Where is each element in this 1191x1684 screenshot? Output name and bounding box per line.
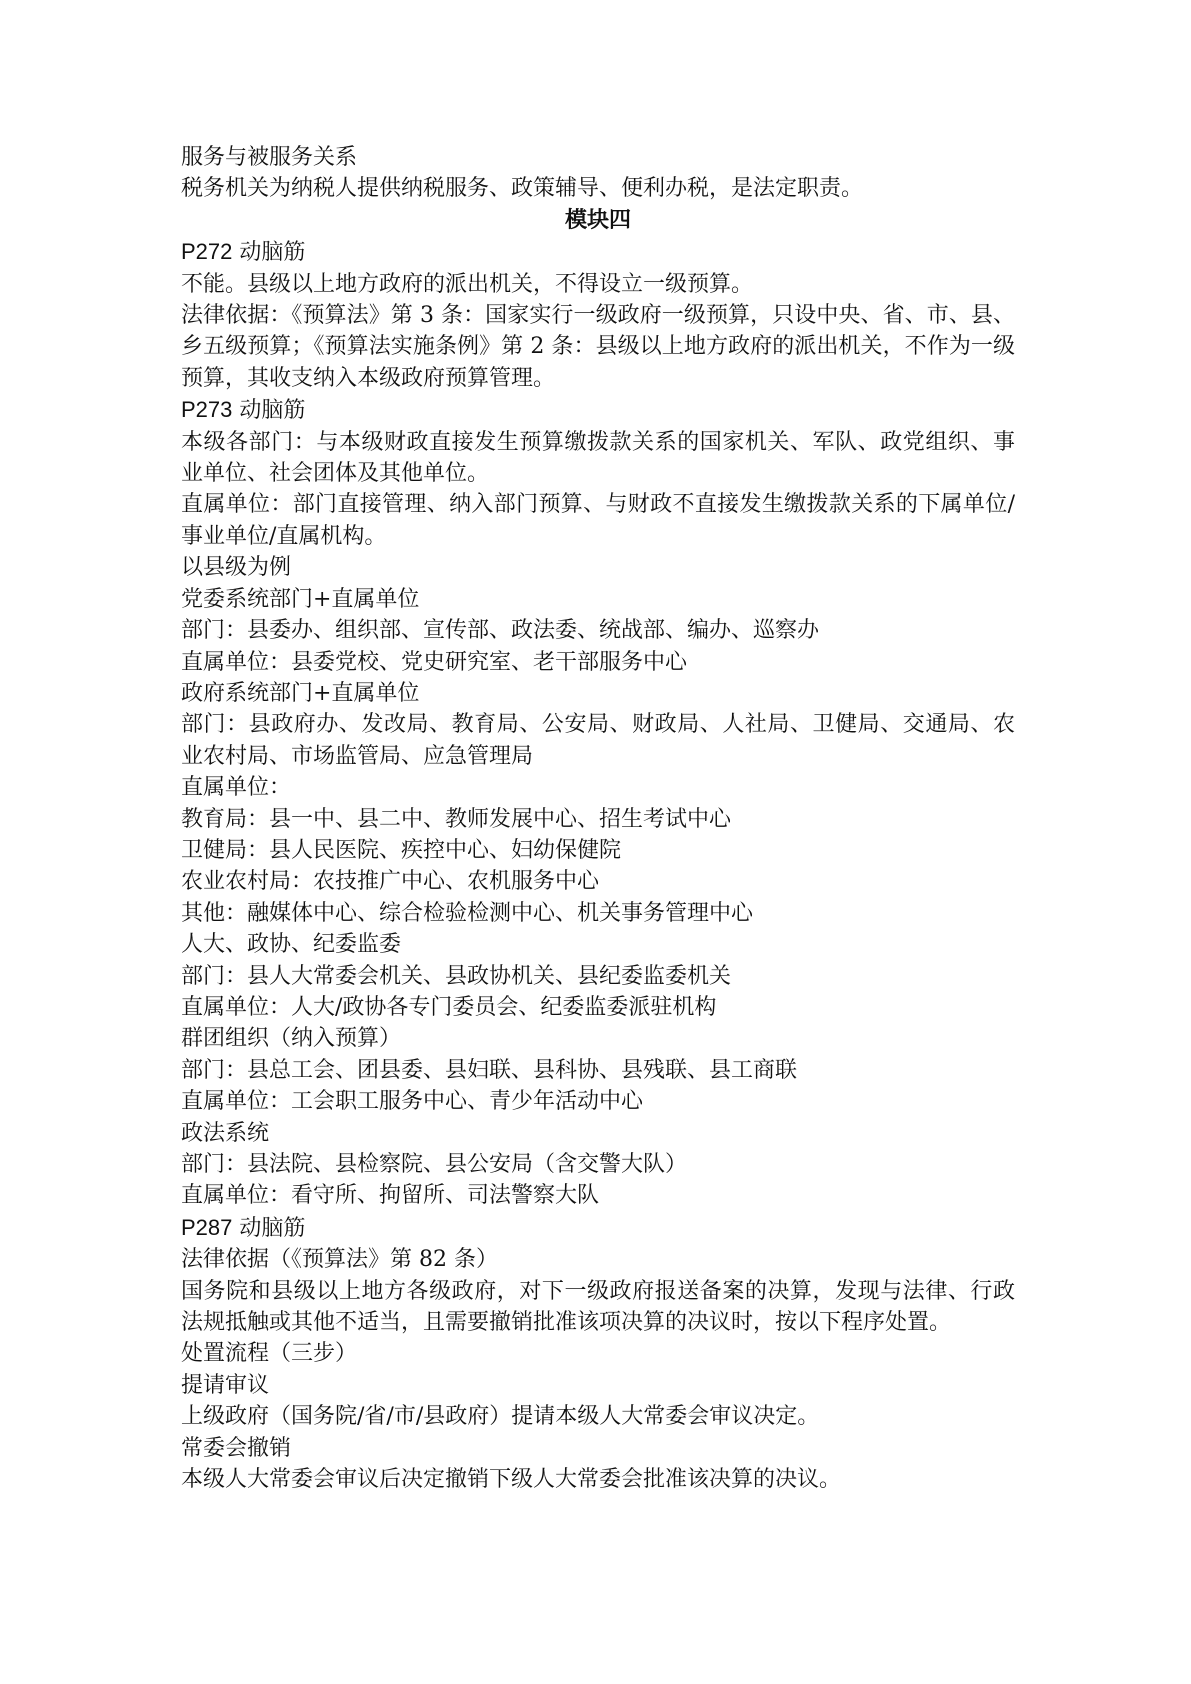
body-text: 部门：县委办、组织部、宣传部、政法委、统战部、编办、巡察办 <box>181 618 820 644</box>
section-suffix: 动脑筋 <box>232 1215 306 1241</box>
body-text: 部门：县人大常委会机关、县政协机关、县纪委监委机关 <box>181 963 732 989</box>
body-text: 不能。县级以上地方政府的派出机关，不得设立一级预算。 <box>181 271 754 297</box>
body-text: 部门：县总工会、团县委、县妇联、县科协、县残联、县工商联 <box>181 1057 798 1083</box>
body-paragraph: 部门：县政府办、发改局、教育局、公安局、财政局、人社局、卫健局、交通局、农业农村局、市场监管局、应急管理局 <box>181 712 1015 769</box>
body-text: 直属单位：看守所、拘留所、司法警察大队 <box>181 1183 600 1209</box>
page-ref: P273 <box>181 397 233 423</box>
body-text: 直属单位： <box>181 775 292 801</box>
body-text: 人大、政协、纪委监委 <box>181 932 402 958</box>
page-ref: P272 <box>181 239 233 265</box>
body-paragraph: 本级各部门：与本级财政直接发生预算缴拨款关系的国家机关、军队、政党组织、事业单位、社会团体及其他单位。 <box>181 429 1015 487</box>
body-text: 卫健局：县人民医院、疾控中心、妇幼保健院 <box>181 837 622 863</box>
body-text: 直属单位：人大/政协各专门委员会、纪委监委派驻机构 <box>181 994 717 1020</box>
body-paragraph: 直属单位：部门直接管理、纳入部门预算、与财政不直接发生缴拨款关系的下属单位/事业单位/直属机构。 <box>181 492 1015 549</box>
body-paragraph: 国务院和县级以上地方各级政府，对下一级政府报送备案的决算，发现与法律、行政法规抵触或其他不适当，且需要撤销批准该项决算的决议时，按以下程序处置。 <box>181 1278 1015 1336</box>
body-text: 本级人大常委会审议后决定撤销下级人大常委会批准该决算的决议。 <box>181 1467 842 1493</box>
section-title-p272 <box>181 236 1015 268</box>
body-text: 政法系统 <box>181 1120 270 1146</box>
body-text: 以县级为例 <box>181 555 292 581</box>
body-text: 政府系统部门+直属单位 <box>181 680 420 706</box>
section-suffix: 动脑筋 <box>232 398 306 424</box>
body-text: 农业农村局：农技推广中心、农机服务中心 <box>181 869 600 895</box>
body-text: 直属单位：工会职工服务中心、青少年活动中心 <box>181 1089 644 1115</box>
body-text: 常委会撤销 <box>181 1435 292 1461</box>
body-text: 税务机关为纳税人提供纳税服务、政策辅导、便利办税，是法定职责。 <box>181 176 864 202</box>
body-text: 处置流程（三步） <box>181 1341 358 1367</box>
section-title-p287 <box>181 1212 1015 1244</box>
body-text: 教育局：县一中、县二中、教师发展中心、招生考试中心 <box>181 806 732 832</box>
section-title-p273 <box>181 394 1015 426</box>
body-text: 群团组织（纳入预算） <box>181 1026 402 1052</box>
document-page <box>181 142 1015 1495</box>
body-text: 部门：县法院、县检察院、县公安局（含交警大队） <box>181 1152 688 1177</box>
section-title: 服务与被服务关系 <box>181 145 358 170</box>
module-heading: 模块四 <box>564 207 631 233</box>
body-text: 上级政府（国务院/省/市/县政府）提请本级人大常委会审议决定。 <box>181 1404 820 1430</box>
body-text: 提请审议 <box>181 1372 270 1398</box>
body-text: 直属单位：县委党校、党史研究室、老干部服务中心 <box>181 649 688 675</box>
body-text: 法律依据（《预算法》第 82 条） <box>181 1247 498 1273</box>
page-ref: P287 <box>181 1214 233 1240</box>
body-paragraph: 法律依据：《预算法》第 3 条：国家实行一级政府一级预算，只设中央、省、市、县、乡五级预算；《预算法实施条例》第 2 条：县级以上地方政府的派出机关，不作为一级预算，其收支纳入本级政府预算管理。 <box>181 303 1015 391</box>
section-suffix: 动脑筋 <box>232 240 306 266</box>
body-text: 其他：融媒体中心、综合检验检测中心、机关事务管理中心 <box>181 900 754 926</box>
body-text: 党委系统部门+直属单位 <box>181 586 420 612</box>
